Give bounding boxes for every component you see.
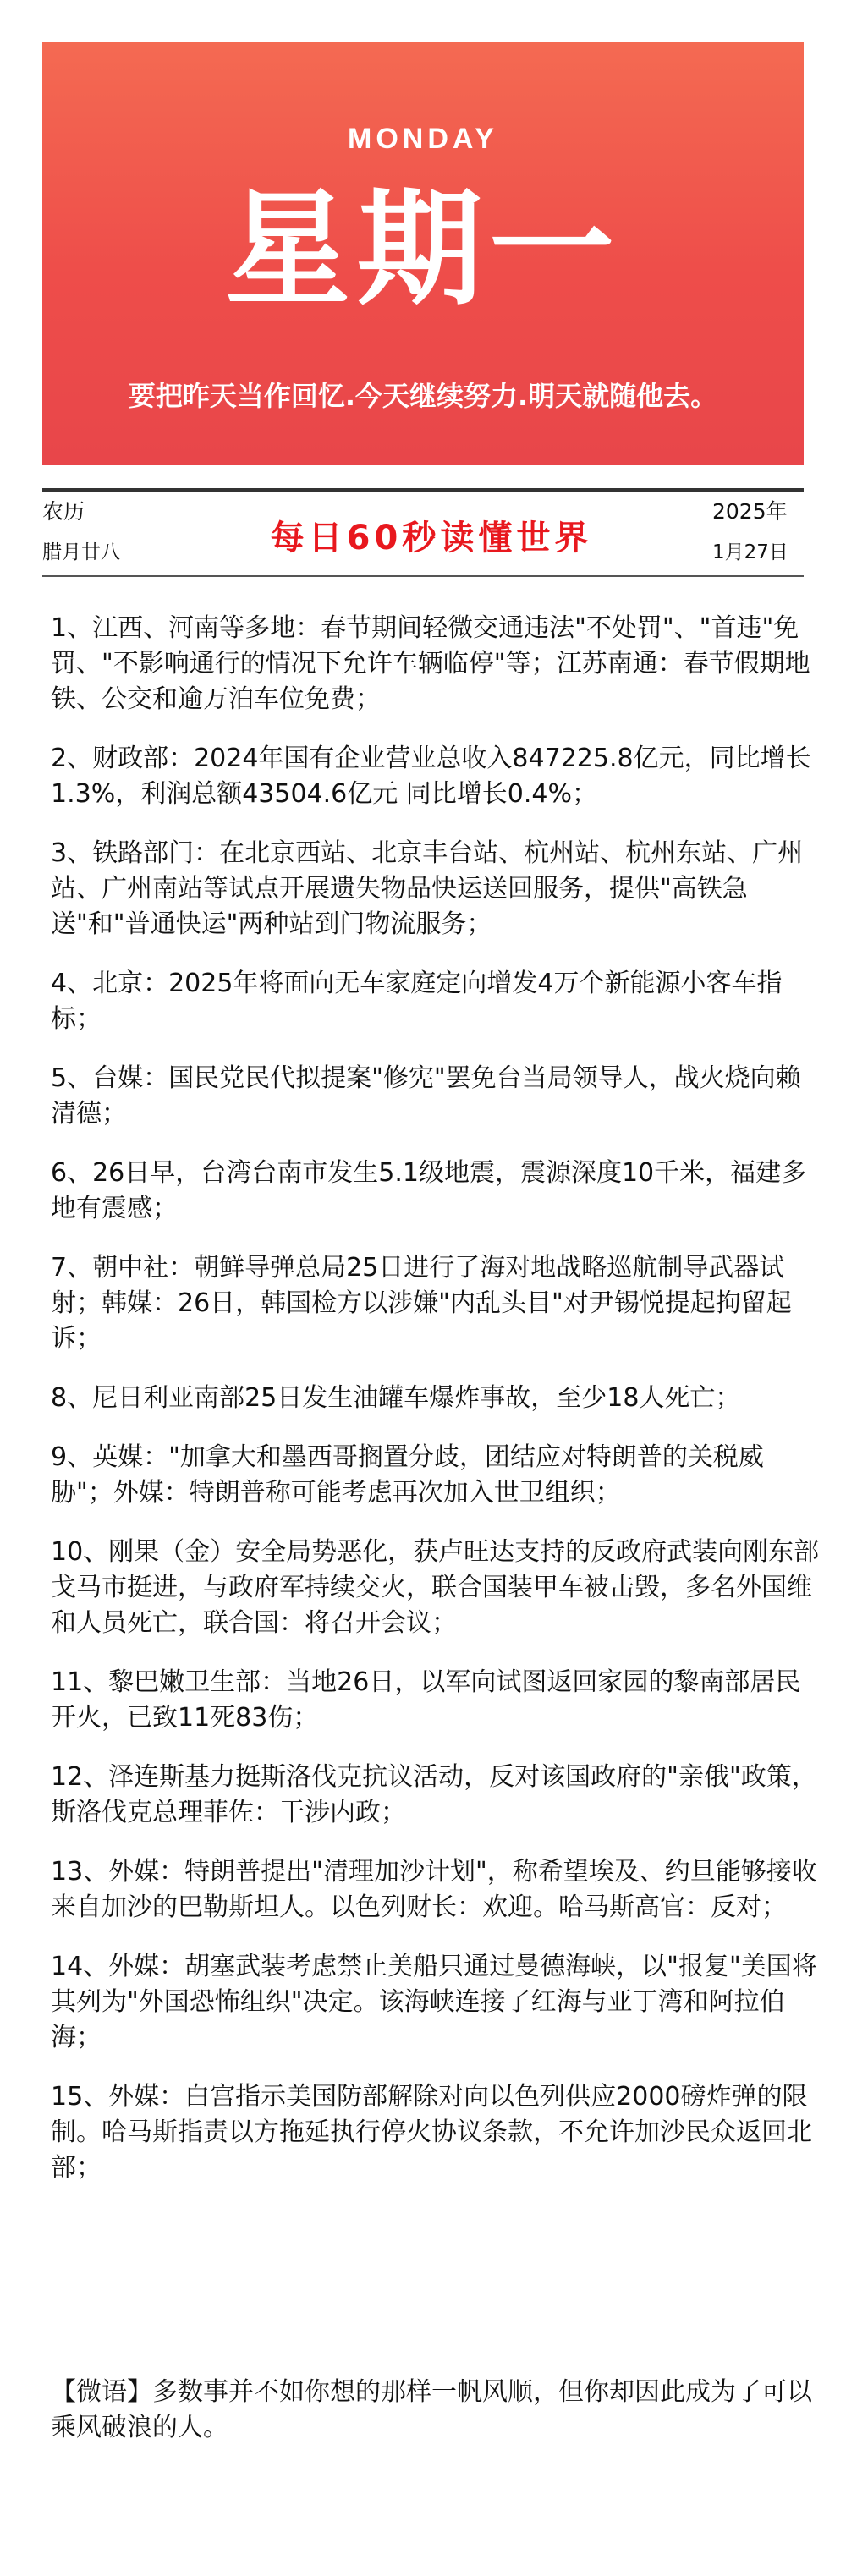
news-item: 10、刚果（金）安全局势恶化，获卢旺达支持的反政府武装向刚东部戈马市挺进，与政府军持续交火，联合国装甲车被击毁，多名外国维和人员死亡，联合国：将召开会议； [51,1537,820,1638]
news-item: 3、铁路部门：在北京西站、北京丰台站、杭州站、杭州东站、广州站、广州南站等试点开展遗失物品快运送回服务，提供"高铁急送"和"普通快运"两种站到门物流服务； [51,838,804,939]
year-label: 2025年 [712,499,788,524]
news-item: 4、北京：2025年将面向无车家庭定向增发4万个新能源小客车指标； [51,969,783,1034]
news-item: 12、泽连斯基力挺斯洛伐克抗议活动，反对该国政府的"亲俄"政策，斯洛伐克总理菲佐：干涉内政； [51,1762,817,1827]
lunar-date: 腊月廿八 [42,541,120,563]
news-item: 1、江西、河南等多地：春节期间轻微交通违法"不处罚"、"首违"免罚、"不影响通行的情况下允许车辆临停"等；江苏南通：春节假期地铁、公交和逾万泊车位免费； [51,613,810,714]
news-item: 2、财政部：2024年国有企业营业总收入847225.8亿元，同比增长1.3%，利润总额43504.6亿元 同比增长0.4%； [51,744,811,809]
news-item: 13、外媒：特朗普提出"清理加沙计划"，称希望埃及、约旦能够接收来自加沙的巴勒斯坦人。以色列财长：欢迎。哈马斯高官：反对； [51,1857,817,1922]
header-banner [42,42,804,465]
news-item: 11、黎巴嫩卫生部：当地26日，以军向试图返回家园的黎南部居民开火，已致11死83伤； [51,1667,801,1733]
news-item: 8、尼日利亚南部25日发生油罐车爆炸事故，至少18人死亡； [51,1383,741,1413]
news-item: 9、英媒："加拿大和墨西哥搁置分歧，团结应对特朗普的关税威胁"；外媒：特朗普称可能考虑再次加入世卫组织； [51,1442,764,1508]
page-title: 每日60秒读懂世界 [270,519,593,557]
date-label: 1月27日 [712,541,788,563]
weekday-english: MONDAY [348,123,498,155]
news-item: 5、台媒：国民党民代拟提案"修宪"罢免台当局领导人，战火烧向赖清德； [51,1063,801,1129]
top-divider [42,488,804,492]
news-item: 15、外媒：白宫指示美国防部解除对向以色列供应2000磅炸弹的限制。哈马斯指责以方拖延执行停火协议条款，不允许加沙民众返回北部； [51,2082,812,2183]
weekday-chinese: 星期一 [225,177,621,322]
lunar-label: 农历 [42,499,85,524]
news-list [51,611,826,2210]
closing-quote: 【微语】多数事并不如你想的那样一帆风顺，但你却因此成为了可以乘风破浪的人。 [51,2377,812,2442]
motto: 要把昨天当作回忆.今天继续努力.明天就随他去。 [128,380,718,412]
news-item: 14、外媒：胡塞武装考虑禁止美船只通过曼德海峡，以"报复"美国将其列为"外国恐怖组织"决定。该海峡连接了红海与亚丁湾和阿拉伯海； [51,1952,817,2052]
news-item: 7、朝中社：朝鲜导弹总局25日进行了海对地战略巡航制导武器试射；韩媒：26日，韩国检方以涉嫌"内乱头目"对尹锡悦提起拘留起诉； [51,1253,792,1354]
bottom-divider [42,575,804,577]
news-item: 6、26日早，台湾台南市发生5.1级地震，震源深度10千米，福建多地有震感； [51,1158,807,1223]
